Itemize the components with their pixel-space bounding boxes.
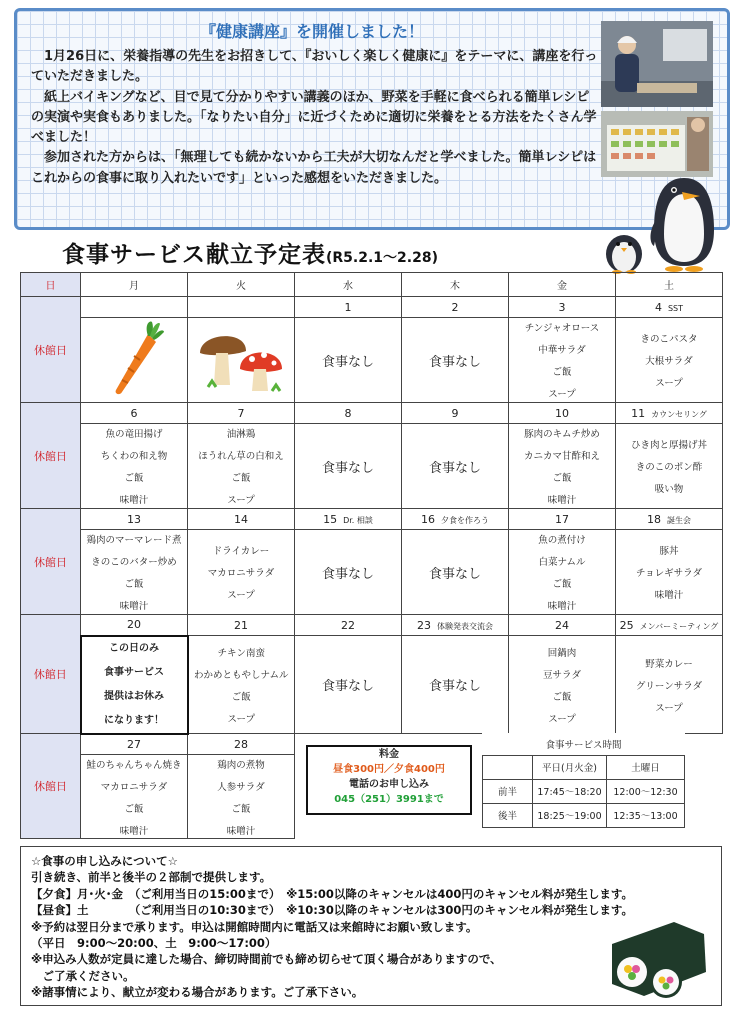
notes-line: 【夕食】月･火･金 （ご利用当日の15:00まで） ※15:00以降のキャンセルは400円のキャンセル料が発生します。 [31, 886, 633, 901]
menu-item: ご飯 [124, 803, 144, 815]
menu-item: ご飯 [552, 367, 572, 378]
day-note: 誕生会 [667, 515, 691, 525]
day-number: 20 [127, 618, 141, 632]
closed-day-cell [21, 403, 81, 509]
menu-item: ご飯 [552, 691, 572, 703]
day-number: 23 [417, 618, 431, 632]
weekday-label: 水 [295, 273, 402, 297]
date-cell [509, 297, 616, 318]
menu-item: 味噌汁 [547, 601, 577, 612]
day-number: 6 [130, 406, 138, 420]
menu-item: スープ [548, 713, 576, 725]
date-cell [81, 734, 188, 755]
hours-col-header: 平日(月火金) [533, 755, 607, 779]
menu-cell [616, 636, 723, 734]
menu-item: 味噌汁 [547, 495, 577, 506]
notes-line: ※申込み人数が定員に達した場合、締切時間前でも締め切らせて頂く場合がありますので、 [31, 952, 502, 967]
hours-value: 18:25～19:00 [533, 803, 607, 827]
no-meal-label: 食事なし [428, 566, 481, 582]
menu-cell [402, 530, 509, 615]
closed-day-cell [21, 734, 81, 839]
date-cell [402, 297, 509, 318]
menu-item: ちくわの和え物 [100, 451, 168, 462]
menu-item: スープ [227, 713, 256, 725]
menu-item: きのこのバター炒め [91, 557, 177, 568]
weekday-header-row [21, 273, 723, 297]
menu-item: チンジャオロース [524, 323, 600, 334]
menu-item: チキン南蛮 [217, 647, 265, 659]
weekday-label: 木 [402, 273, 509, 297]
hours-row-label: 前半 [483, 779, 533, 803]
menu-cell [81, 530, 188, 615]
notes-line: 【昼食】土 （ご利用当日の10:30まで） ※10:30以降のキャンセルは300円のキャンセル料が発生します。 [31, 903, 633, 918]
menu-cell [509, 318, 616, 403]
date-cell [616, 509, 723, 530]
notice-box [14, 8, 730, 230]
menu-item: ご飯 [231, 473, 251, 484]
menu-item: 吸い物 [654, 484, 684, 495]
closed-label: 休館日 [34, 449, 67, 463]
date-cell [81, 509, 188, 530]
menu-item: 鶏肉のマーマレード煮 [86, 535, 182, 546]
date-cell [188, 734, 295, 755]
menu-row [21, 636, 723, 734]
menu-item: ほうれん草の白和え [198, 451, 284, 462]
no-meal-label: 食事なし [321, 679, 374, 694]
penguin-icon [602, 226, 646, 278]
mushroom-icon [188, 318, 295, 403]
menu-item: 魚の煮付け [538, 535, 586, 546]
carrot-icon [81, 318, 188, 403]
menu-item: 油淋鶏 [226, 429, 256, 440]
date-row [21, 509, 723, 530]
service-closed-notice [81, 636, 188, 734]
day-note: 体験発表交流会 [437, 621, 493, 631]
menu-cell [402, 424, 509, 509]
date-cell [81, 403, 188, 424]
day-number: 22 [341, 618, 355, 632]
date-cell [295, 297, 402, 318]
menu-item: グリーンサラダ [635, 680, 703, 692]
menu-item: ご飯 [552, 579, 572, 590]
day-number: 1 [344, 300, 352, 314]
menu-item: 中華サラダ [538, 345, 586, 356]
no-meal-label: 食事なし [428, 679, 481, 694]
hours-value: 17:45～18:20 [533, 779, 607, 803]
day-note: メンバーミーティング [639, 621, 719, 631]
menu-cell [188, 755, 295, 839]
date-cell [295, 509, 402, 530]
day-number: 7 [237, 406, 245, 420]
hours-value: 12:00～12:30 [607, 779, 685, 803]
date-cell [188, 403, 295, 424]
menu-item: 魚の竜田揚げ [105, 429, 163, 440]
notes-line: （平日 9:00～20:00、土 9:00～17:00） [31, 936, 277, 951]
menu-item: カニカマ甘酢和え [523, 451, 600, 462]
menu-item: スープ [227, 495, 255, 506]
menu-cell [402, 636, 509, 734]
menu-item: 鮭のちゃんちゃん焼き [86, 759, 182, 771]
day-note: SST [667, 303, 684, 313]
menu-cell [295, 424, 402, 509]
food-sample-photo [601, 111, 713, 177]
menu-cell [295, 636, 402, 734]
weekday-label: 金 [509, 273, 616, 297]
menu-item: 豚丼 [659, 546, 679, 557]
menu-item: 味噌汁 [119, 495, 149, 506]
menu-item: ご飯 [552, 473, 572, 484]
menu-row [21, 318, 723, 403]
hours-value: 12:35～13:00 [607, 803, 685, 827]
menu-item: 味噌汁 [119, 825, 149, 837]
no-meal-label: 食事なし [321, 460, 374, 476]
phone-label: 電話のお申し込み [349, 779, 429, 790]
date-row [21, 615, 723, 636]
date-cell [616, 615, 723, 636]
menu-cell [616, 318, 723, 403]
menu-item: スープ [655, 378, 683, 389]
menu-item: 豚肉のキムチ炒め [524, 429, 600, 440]
menu-item: ご飯 [124, 579, 144, 590]
date-cell [616, 297, 723, 318]
menu-cell [616, 424, 723, 509]
menu-title-text: 食事サービス献立予定表 [62, 242, 326, 268]
menu-cell [188, 530, 295, 615]
date-cell [402, 615, 509, 636]
menu-item: 野菜カレー [645, 658, 693, 670]
notice-line: 提供はお休み [104, 690, 164, 702]
date-cell [509, 615, 616, 636]
menu-cell [295, 530, 402, 615]
day-number: 15 [323, 512, 338, 526]
weekday-label: 日 [21, 273, 81, 297]
sushi-roll-icon [604, 914, 714, 1006]
notes-line: 引き続き、前半と後半の２部制で提供します。 [31, 870, 272, 885]
hours-corner-cell [483, 755, 533, 779]
menu-row [21, 530, 723, 615]
day-note: カウンセリング [651, 409, 707, 419]
no-meal-label: 食事なし [321, 566, 374, 582]
service-hours-table [482, 733, 685, 828]
menu-cell [509, 636, 616, 734]
menu-item: 鶏肉の煮物 [217, 759, 265, 771]
day-number: 24 [555, 618, 569, 632]
day-number: 3 [558, 300, 566, 314]
date-cell [81, 615, 188, 636]
day-number: 13 [127, 512, 141, 526]
menu-cell [188, 636, 295, 734]
menu-cell [509, 424, 616, 509]
weekday-label: 月 [81, 273, 188, 297]
menu-item: 白菜ナムル [538, 557, 586, 568]
menu-period: (R5.2.1～2.28) [326, 250, 438, 266]
phone-number: 045（251）3991まで [334, 794, 444, 805]
menu-item: 人参サラダ [217, 781, 265, 793]
menu-item: 味噌汁 [226, 825, 256, 837]
price-fees: 昼食300円／夕食400円 [333, 764, 445, 775]
menu-item: スープ [655, 702, 683, 714]
day-number: 27 [127, 737, 141, 751]
closed-day-cell [21, 615, 81, 734]
menu-item: ご飯 [231, 803, 251, 815]
day-number: 16 [421, 512, 435, 526]
menu-title [62, 236, 438, 269]
closed-label: 休館日 [34, 780, 67, 793]
penguin-icon [648, 174, 720, 276]
weekday-label: 土 [616, 273, 723, 297]
menu-item: きのこパスタ [640, 334, 698, 345]
menu-item: 味噌汁 [654, 590, 684, 601]
menu-cell [509, 530, 616, 615]
hours-row-label: 後半 [483, 803, 533, 827]
menu-item: わかめともやしナムル [193, 669, 289, 681]
day-number: 9 [451, 406, 459, 420]
day-note: Dr. 相談 [343, 515, 373, 525]
price-title: 料金 [379, 749, 399, 760]
notice-paragraph: 1月26日に、栄養指導の先生をお招きして、『おいしく楽しく健康に』をテーマに、講座を行っていただきました。 [31, 49, 598, 85]
day-note: 夕食を作ろう [441, 515, 489, 525]
hours-col-header: 土曜日 [607, 755, 685, 779]
day-number: 25 [619, 618, 634, 632]
menu-item: チョレギサラダ [635, 568, 703, 579]
day-number: 2 [451, 300, 459, 314]
day-number: 18 [647, 512, 661, 526]
closed-day-cell [21, 509, 81, 615]
date-cell [81, 297, 188, 318]
menu-row [21, 424, 723, 509]
date-cell [509, 403, 616, 424]
price-box [306, 745, 472, 815]
notice-line: になります！ [104, 714, 164, 726]
menu-cell [81, 424, 188, 509]
closed-label: 休館日 [34, 343, 67, 357]
date-cell [402, 403, 509, 424]
date-cell [509, 509, 616, 530]
menu-item: ドライカレー [212, 546, 270, 557]
closed-label: 休館日 [33, 668, 67, 681]
menu-item: ご飯 [231, 691, 251, 703]
menu-item: 豆サラダ [543, 669, 581, 681]
menu-item: マカロニサラダ [100, 781, 168, 793]
no-meal-label: 食事なし [321, 354, 374, 370]
day-number: 17 [555, 512, 569, 526]
date-cell [295, 403, 402, 424]
notes-heading: ☆食事の申し込みについて☆ [31, 854, 178, 868]
notice-line: 食事サービス [104, 666, 164, 678]
day-number: 8 [344, 406, 352, 420]
date-cell [402, 509, 509, 530]
day-number: 4 [654, 300, 662, 314]
menu-item: 味噌汁 [119, 601, 149, 612]
date-row [21, 297, 723, 318]
notice-paragraph: 紙上バイキングなど、目で見て分かりやすい講義のほか、野菜を手軽に食べられる簡単レシピの実演や実食もありました。「なりたい自分」に近づくために適切に栄養をとる方法をたくさん学べました！ [31, 89, 597, 146]
day-number: 11 [631, 406, 646, 420]
menu-item: スープ [548, 389, 576, 400]
menu-item: きのこのポン酢 [635, 462, 703, 473]
date-cell [188, 509, 295, 530]
weekday-label: 火 [188, 273, 295, 297]
menu-cell [402, 318, 509, 403]
no-meal-label: 食事なし [428, 460, 481, 476]
day-number: 28 [234, 737, 248, 751]
menu-item: マカロニサラダ [207, 568, 275, 579]
menu-item: スープ [227, 590, 255, 601]
date-cell [188, 615, 295, 636]
notes-line: ご了承ください。 [31, 968, 135, 983]
notice-paragraph: 参加された方からは、「無理しても続かないから工夫が大切なんだと学べました。簡単レシピはこれからの食事に取り入れたいです」といった感想をいただきました。 [31, 150, 597, 186]
menu-item: 大根サラダ [645, 356, 693, 367]
day-number: 10 [555, 406, 569, 420]
no-meal-label: 食事なし [428, 354, 481, 370]
menu-cell [295, 318, 402, 403]
date-cell [616, 403, 723, 424]
menu-item: ひき肉と厚揚げ丼 [630, 440, 707, 451]
menu-item: ご飯 [124, 473, 144, 484]
notice-line: この日のみ [109, 642, 159, 654]
menu-item: 回鍋肉 [547, 647, 577, 659]
notice-title: 『健康講座』を開催しました！ [199, 22, 424, 41]
notice-body [31, 47, 601, 189]
notes-line: ※予約は翌日分まで承ります。申込は開館時間内に電話又は来館時にお願い致します。 [31, 919, 478, 934]
notes-line: ※諸事情により、献立が変わる場合があります。ご了承下さい。 [31, 985, 364, 1000]
date-row [21, 403, 723, 424]
closed-label: 休館日 [34, 555, 67, 569]
menu-cell [616, 530, 723, 615]
menu-cell [81, 755, 188, 839]
service-hours-title: 食事サービス時間 [545, 739, 622, 751]
date-cell [295, 615, 402, 636]
menu-cell [188, 424, 295, 509]
day-number: 14 [234, 512, 248, 526]
meeting-photo [601, 21, 713, 107]
date-cell [188, 297, 295, 318]
closed-day-cell [21, 297, 81, 403]
day-number: 21 [234, 618, 248, 632]
